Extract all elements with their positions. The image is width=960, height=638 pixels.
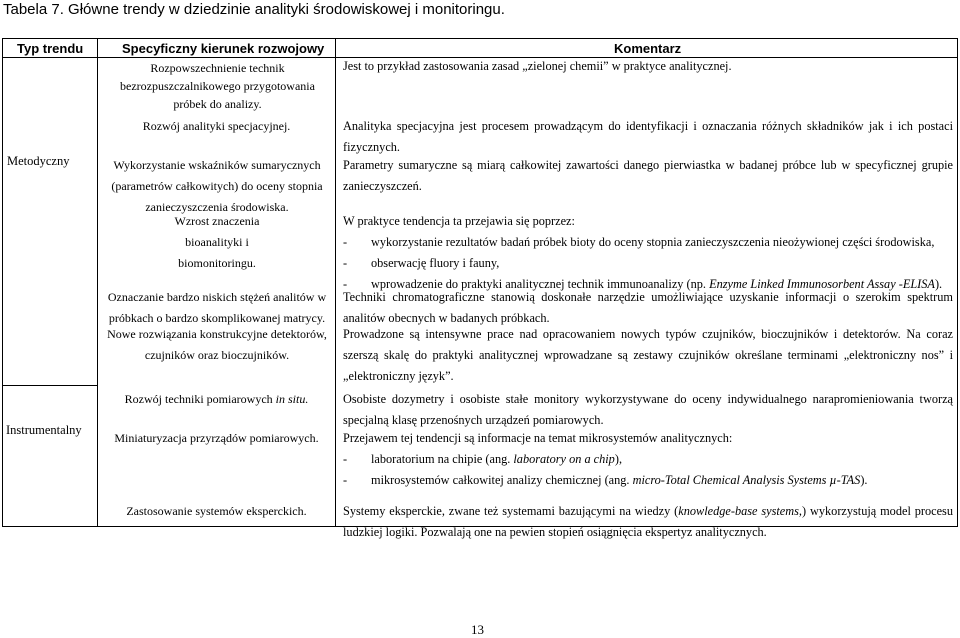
header-trend-type: Typ trendu [17, 41, 84, 56]
direction-speciation: Rozwój analityki specjacyjnej. [142, 119, 291, 133]
comment-sum-parameters: Parametry sumaryczne są miarą całkowitej zawartości danego pierwiastka w badanej próbce lub w specyficznej grupie zanieczyszczeń. [343, 158, 953, 193]
list-item: - obserwację fluory i fauny, [343, 256, 500, 270]
comment-chromatography: Techniki chromatograficzne stanowią doskonałe narzędzie umożliwiające uzyskanie informacji o szerokim spektrum analitów obecnych w badanych próbkach. [343, 290, 953, 325]
header-comment: Komentarz [614, 41, 682, 56]
page-number: 13 [471, 622, 484, 637]
table-left-border [2, 38, 3, 527]
comment-bioanalytics [343, 211, 953, 295]
comment-green-chemistry: Jest to przykład zastosowania zasad „zielonej chemii” w praktyce analitycznej. [343, 59, 732, 73]
direction-miniaturization: Miniaturyzacja przyrządów pomiarowych. [114, 431, 319, 445]
list-item: - mikrosystemów całkowitej analizy chemicznej (ang. micro-Total Chemical Analysis Systems µ-TAS). [343, 473, 868, 487]
category-methodological: Metodyczny [7, 154, 70, 168]
comment-expert-systems: Systemy eksperckie, zwane też systemami bazującymi na wiedzy (knowledge-base systems,) wykorzystują model procesu ludzkiej logiki. Pozwalają one na pewien stopień osiągnięcia ekspertyz analitycznych. [343, 504, 953, 539]
column-divider-1 [97, 38, 98, 527]
list-item: - wykorzystanie rezultatów badań próbek bioty do oceny stopnia zanieczyszczenia nieożywionej części środowiska, [343, 235, 935, 249]
direction-in-situ: Rozwój techniki pomiarowych in situ. [124, 392, 309, 406]
comment-speciation: Analityka specjacyjna jest procesem prowadzącym do identyfikacji i oznaczania różnych składników jak i ich postaci fizycznych. [343, 119, 953, 154]
list-item: - laboratorium na chipie (ang. laboratory on a chip), [343, 452, 623, 466]
category-instrumental: Instrumentalny [6, 423, 82, 437]
column-divider-2 [335, 38, 336, 527]
category-divider [2, 385, 98, 386]
header-direction: Specyficzny kierunek rozwojowy [122, 41, 325, 56]
direction-bioanalytics: Wzrost znaczenia bioanalityki i biomonitoringu. [174, 214, 260, 270]
table-caption: Tabela 7. Główne trendy w dziedzinie analityki środowiskowej i monitoringu. [3, 1, 505, 18]
direction-solventless: Rozpowszechnienie technik bezrozpuszczalnikowego przygotowania próbek do analizy. [120, 61, 315, 111]
direction-expert-systems: Zastosowanie systemów eksperckich. [126, 504, 307, 518]
comment-sensors: Prowadzone są intensywne prace nad opracowaniem nowych typów czujników, bioczujników i detektorów. Na coraz szerszą skalę do praktyki analitycznej wprowadzane są zestawy czujników określane terminami „elektroniczny nos” i „elektroniczny język”. [343, 327, 953, 383]
comment-dosimeters: Osobiste dozymetry i osobiste stałe monitory wykorzystywane do oceny indywidualnego narapromieniowania tworzą specjalną klasę przenośnych urządzeń pomiarowych. [343, 392, 953, 427]
comment-microsystems-intro: Przejawem tej tendencji są informacje na temat mikrosystemów analitycznych: [343, 431, 733, 445]
table-top-border [2, 38, 958, 39]
direction-low-concentrations: Oznaczanie bardzo niskich stężeń analitów w próbkach o bardzo skomplikowanej matrycy. [107, 290, 327, 325]
comment-microsystems [343, 428, 953, 491]
list-item: - wprowadzenie do praktyki analitycznej technik immunoanalizy (np. Enzyme Linked Immunosorbent Assay -ELISA). [343, 277, 943, 291]
direction-detectors: Nowe rozwiązania konstrukcyjne detektorów, czujników oraz bioczujników. [107, 327, 327, 362]
direction-sum-parameters: Wykorzystanie wskaźników sumarycznych (parametrów całkowitych) do oceny stopnia zanieczyszczenia środowiska. [111, 158, 323, 214]
table-right-border [957, 38, 958, 527]
comment-bioanalytics-intro: W praktyce tendencja ta przejawia się poprzez: [343, 214, 575, 228]
